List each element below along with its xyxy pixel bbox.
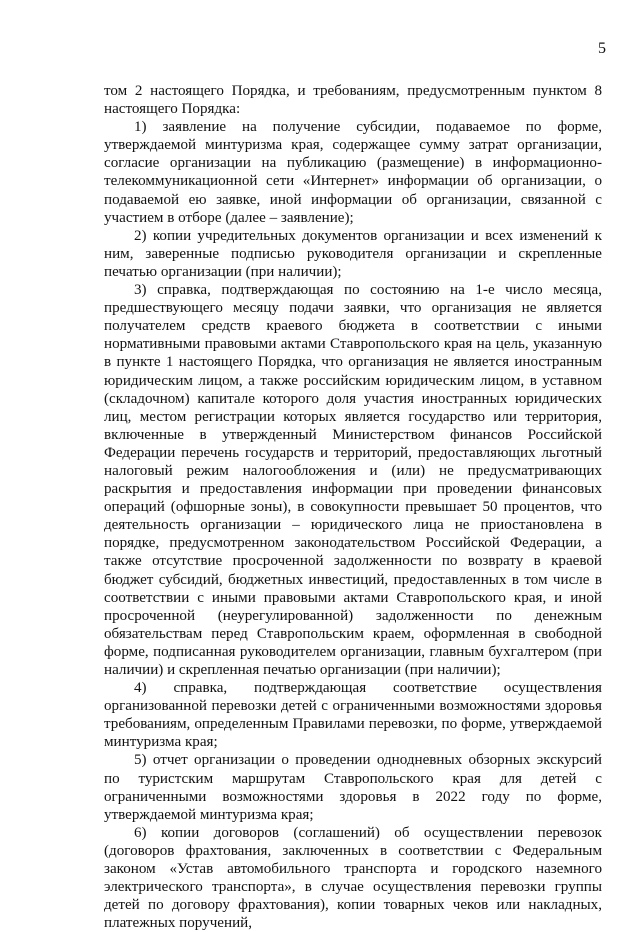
paragraph-item-1: 1) заявление на получение субсидии, подаваемое по форме, утверждаемой минтуризма края, содержащее сумму затрат организации, согласие организации на публикацию (размещение) в информационно-телекоммуникационной сети «Интернет» информации об организации, о подаваемой ею заявке, иной информации об организации, связанной с участием в отборе (далее – заявление); (104, 119, 602, 226)
paragraph-item-2: 2) копии учредительных документов организации и всех изменений к ним, заверенные подписью руководителя организации и скрепленные печатью организации (при наличии); (104, 227, 602, 280)
paragraph-item-3: 3) справка, подтверждающая по состоянию на 1-е число месяца, предшествующего месяцу подачи заявки, что организация не является получателем средств краевого бюджета в соответствии с иными нормативными правовыми актами Ставропольского края на цель, указанную в пункте 1 настоящего Порядка, что организация не является иностранным юридическим лицом, а также российским юридическим лицом, в уставном (складочном) капитале которого доля участия иностранных юридических лиц, местом регистрации которых является государство или территория, включенные в утвержденный Министерством финансов Российской Федерации перечень государств и территорий, предоставляющих льготный налоговый режим налогообложения и (или) не предусматривающих раскрытия и предоставления информации при проведении финансовых операций (офшорные зоны), в совокупности превышает 50 процентов, что деятельность организации – юридического лица не приостановлена в порядке, предусмотренном законодательством Российской Федерации, а также отсутствие просроченной задолженности по возврату в краевой бюджет субсидий, бюджетных инвестиций, предоставленных в том числе в соответствии с иными правовыми актами Ставропольского края, и иной просроченной (неурегулированной) задолженности по денежным обязательствам перед Ставропольским краем, оформленная в свободной форме, подписанная руководителем организации, главным бухгалтером (при наличии) и скрепленная печатью организации (при наличии); (104, 282, 602, 678)
paragraph-intro: том 2 настоящего Порядка, и требованиям, предусмотренным пунктом 8 настоящего Порядка: (104, 83, 602, 118)
paragraph-item-5: 5) отчет организации о проведении однодневных обзорных экскурсий по туристским маршрутам Ставропольского края для детей с ограниченными возможностями здоровья в 2022 году по форме, утверждаемой минтуризма края; (104, 752, 602, 823)
paragraph-item-4: 4) справка, подтверждающая соответствие осуществления организованной перевозки детей с ограниченными возможностями здоровья требованиям, определенным Правилами перевозки, по форме, утверждаемой минтуризма края; (104, 680, 602, 751)
document-body (104, 82, 602, 932)
page-number: 5 (598, 40, 606, 57)
paragraph-item-6: 6) копии договоров (соглашений) об осуществлении перевозок (договоров фрахтования, заключенных в соответствии с Федеральным законом «Устав автомобильного транспорта и городского наземного электрического транспорта», в случае осуществления перевозки группы детей по договору фрахтования), копии товарных чеков или накладных, платежных поручений, (104, 824, 602, 932)
